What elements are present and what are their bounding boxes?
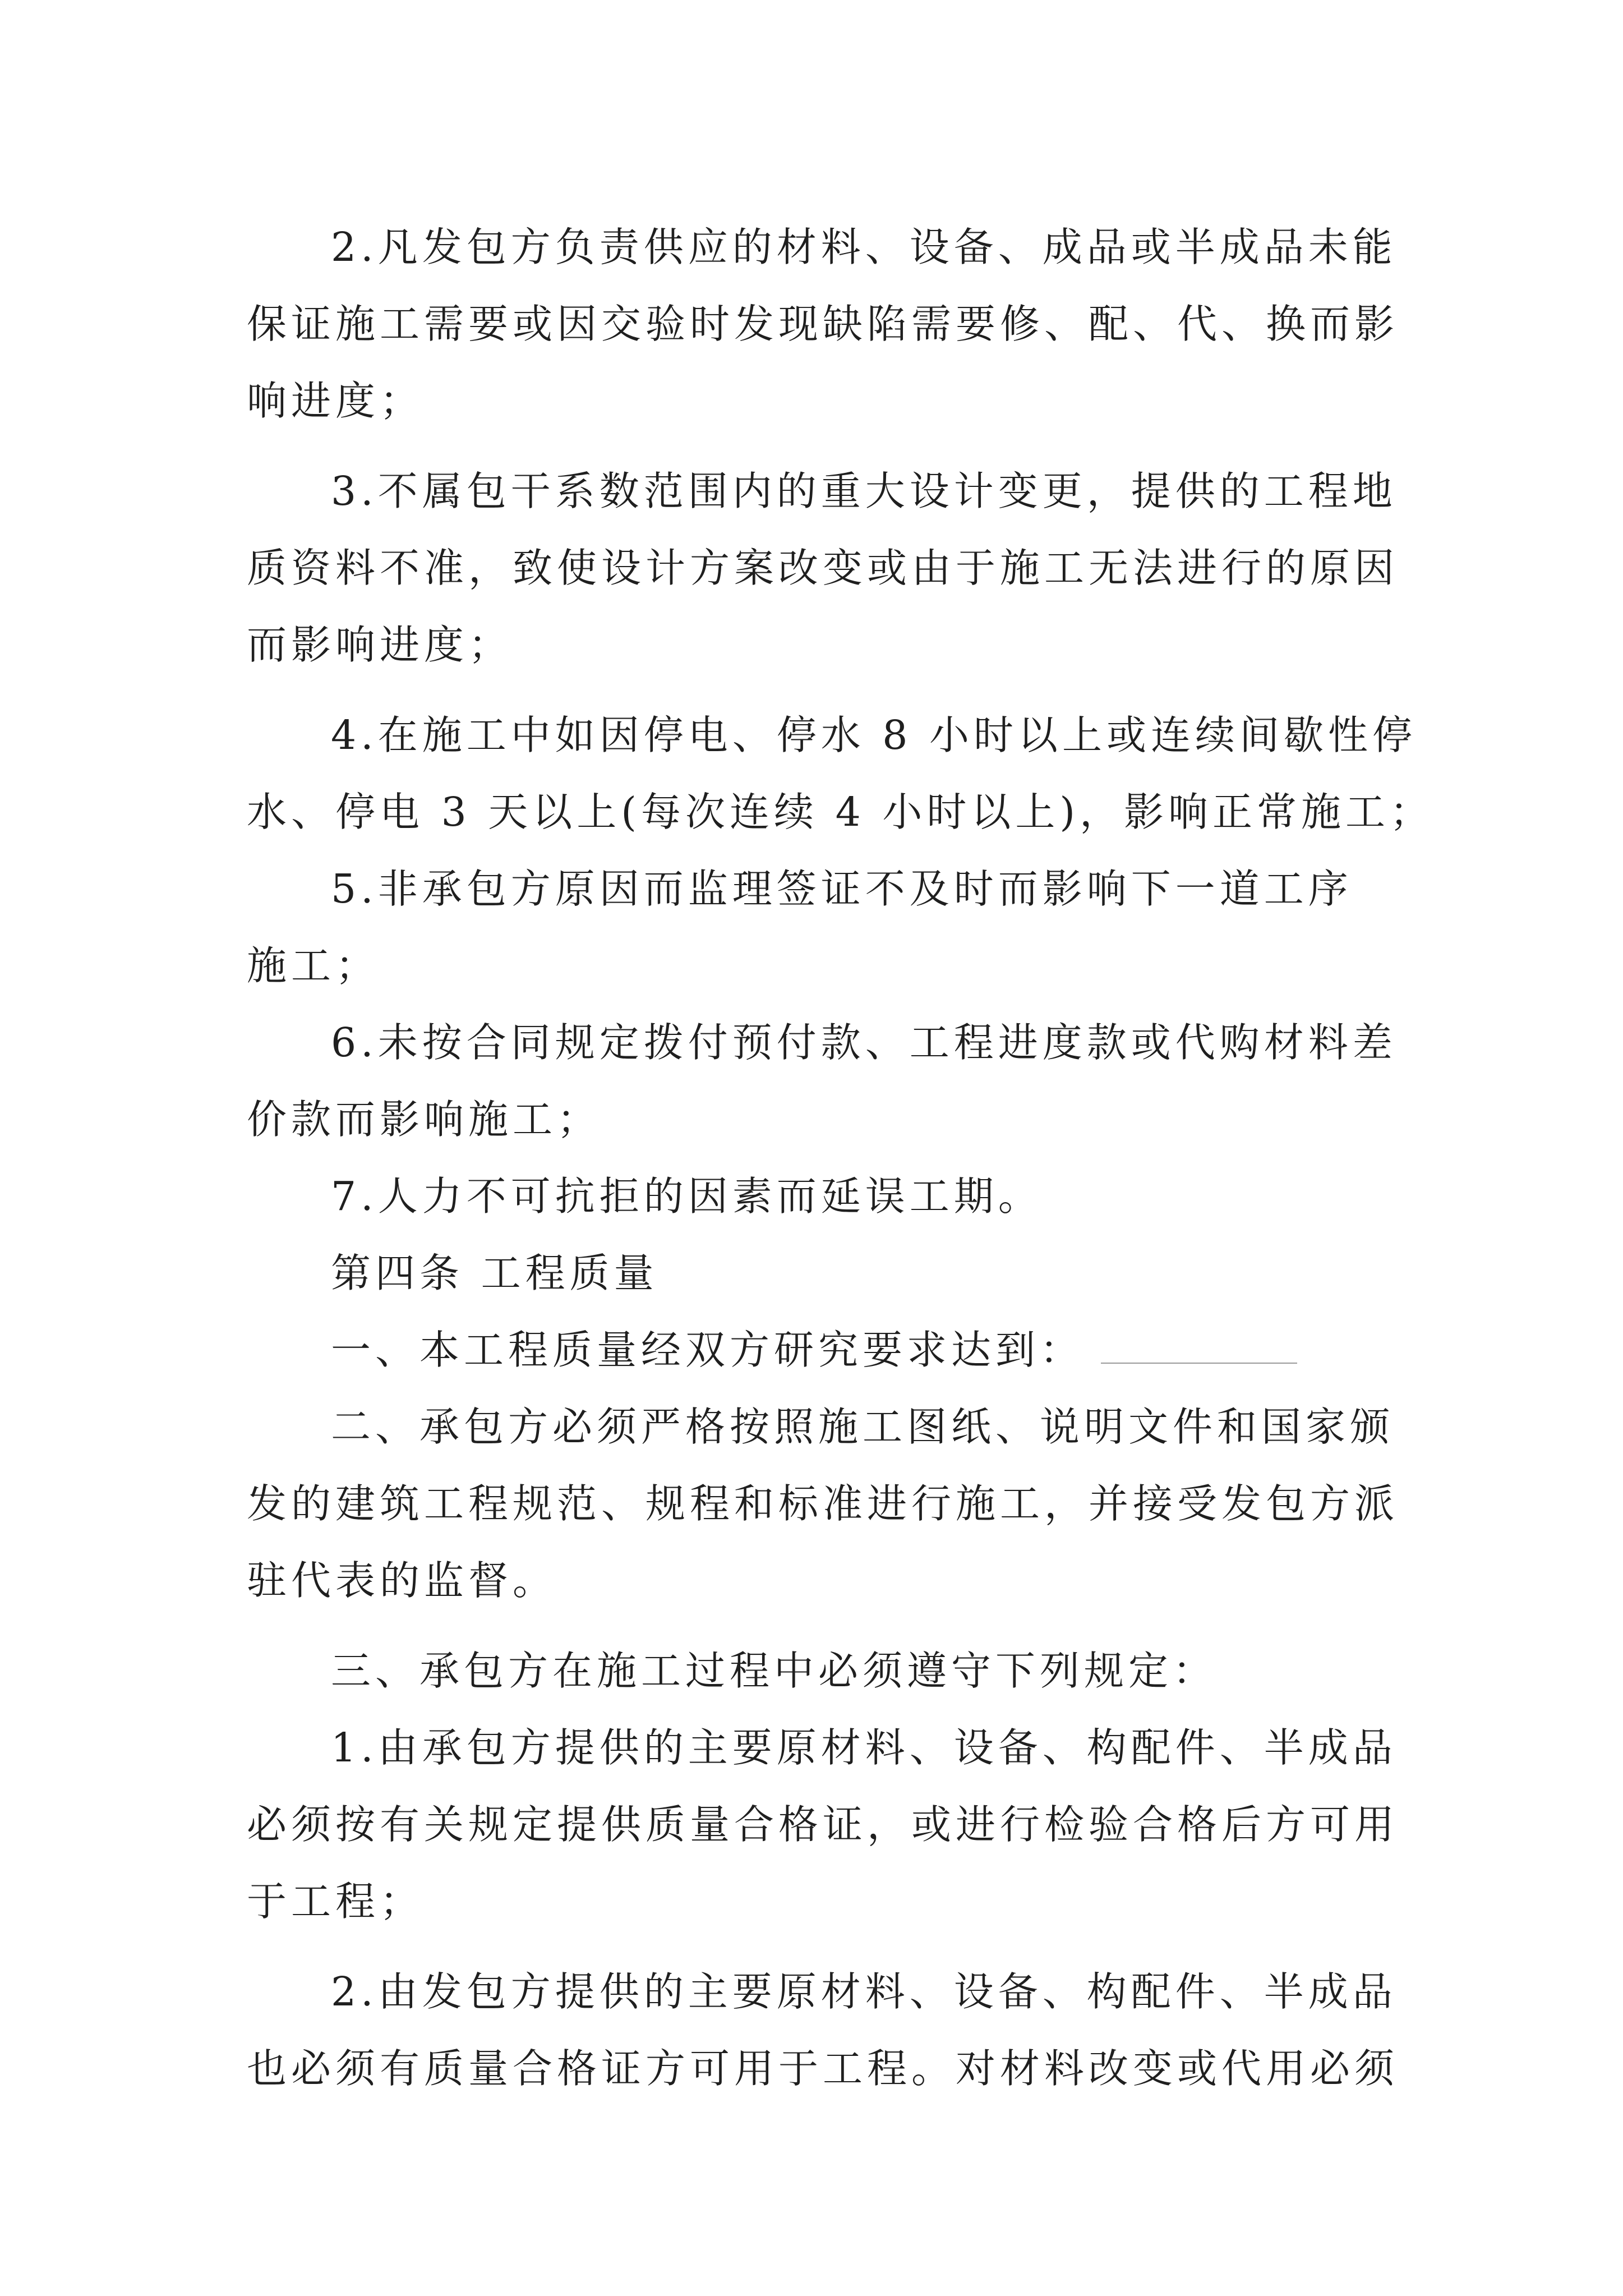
article-heading: 第四条 工程质量	[331, 1250, 658, 1296]
paragraph-item-7	[247, 1158, 1380, 1235]
text-line: 于工程；	[247, 1878, 425, 1925]
paragraph-item-5	[247, 850, 1380, 1004]
text-line: 响进度；	[247, 378, 425, 424]
text-line: 3.不属包干系数范围内的重大设计变更，提供的工程地	[331, 468, 1397, 514]
paragraph-rule-2	[247, 1953, 1399, 2107]
text-line: 必须按有关规定提供质量合格证，或进行检验合格后方可用	[247, 1801, 1399, 1848]
paragraph-rule-1	[247, 1709, 1399, 1940]
quality-fill-blank	[1101, 1329, 1297, 1364]
paragraph-item-2	[247, 209, 1399, 439]
text-line: 驻代表的监督。	[247, 1557, 557, 1604]
text-line: 而影响进度；	[247, 622, 513, 668]
text-line: 5.非承包方原因而监理签证不及时而影响下一道工序	[331, 866, 1353, 912]
text-line: 也必须有质量合格证方可用于工程。对材料改变或代用必须	[247, 2045, 1399, 2092]
text-line: 4.在施工中如因停电、停水 8 小时以上或连续间歇性停	[331, 712, 1417, 758]
paragraph-section-2	[247, 1388, 1399, 1619]
text-line: 水、停电 3 天以上(每次连续 4 小时以上)，影响正常施工；	[247, 789, 1435, 835]
paragraph-section-3	[247, 1632, 1380, 1709]
text-line: 发的建筑工程规范、规程和标准进行施工，并接受发包方派	[247, 1480, 1399, 1527]
text-line: 1.由承包方提供的主要原材料、设备、构配件、半成品	[331, 1724, 1397, 1771]
text-line: 二、承包方必须严格按照施工图纸、说明文件和国家颁	[331, 1404, 1395, 1450]
text-line: 三、承包方在施工过程中必须遵守下列规定：	[331, 1648, 1218, 1694]
quality-requirement	[247, 1312, 1380, 1388]
text-line: 保证施工需要或因交验时发现缺陷需要修、配、代、换而影	[247, 301, 1399, 347]
text-line: 6.未按合同规定拨付预付款、工程进度款或代购材料差	[331, 1019, 1397, 1066]
text-line: 2.凡发包方负责供应的材料、设备、成品或半成品未能	[331, 224, 1397, 270]
paragraph-item-4	[247, 697, 1435, 850]
text-line: 7.人力不可抗拒的因素而延误工期。	[331, 1173, 1043, 1220]
text-line: 质资料不准，致使设计方案改变或由于施工无法进行的原因	[247, 545, 1399, 591]
quality-requirement-label: 一、本工程质量经双方研究要求达到：	[331, 1327, 1085, 1373]
paragraph-item-3	[247, 453, 1399, 683]
document-body	[247, 209, 1435, 2107]
text-line: 2.由发包方提供的主要原材料、设备、构配件、半成品	[331, 1968, 1397, 2015]
text-line: 施工；	[247, 942, 380, 989]
paragraph-item-6	[247, 1004, 1397, 1158]
text-line: 价款而影响施工；	[247, 1096, 602, 1143]
